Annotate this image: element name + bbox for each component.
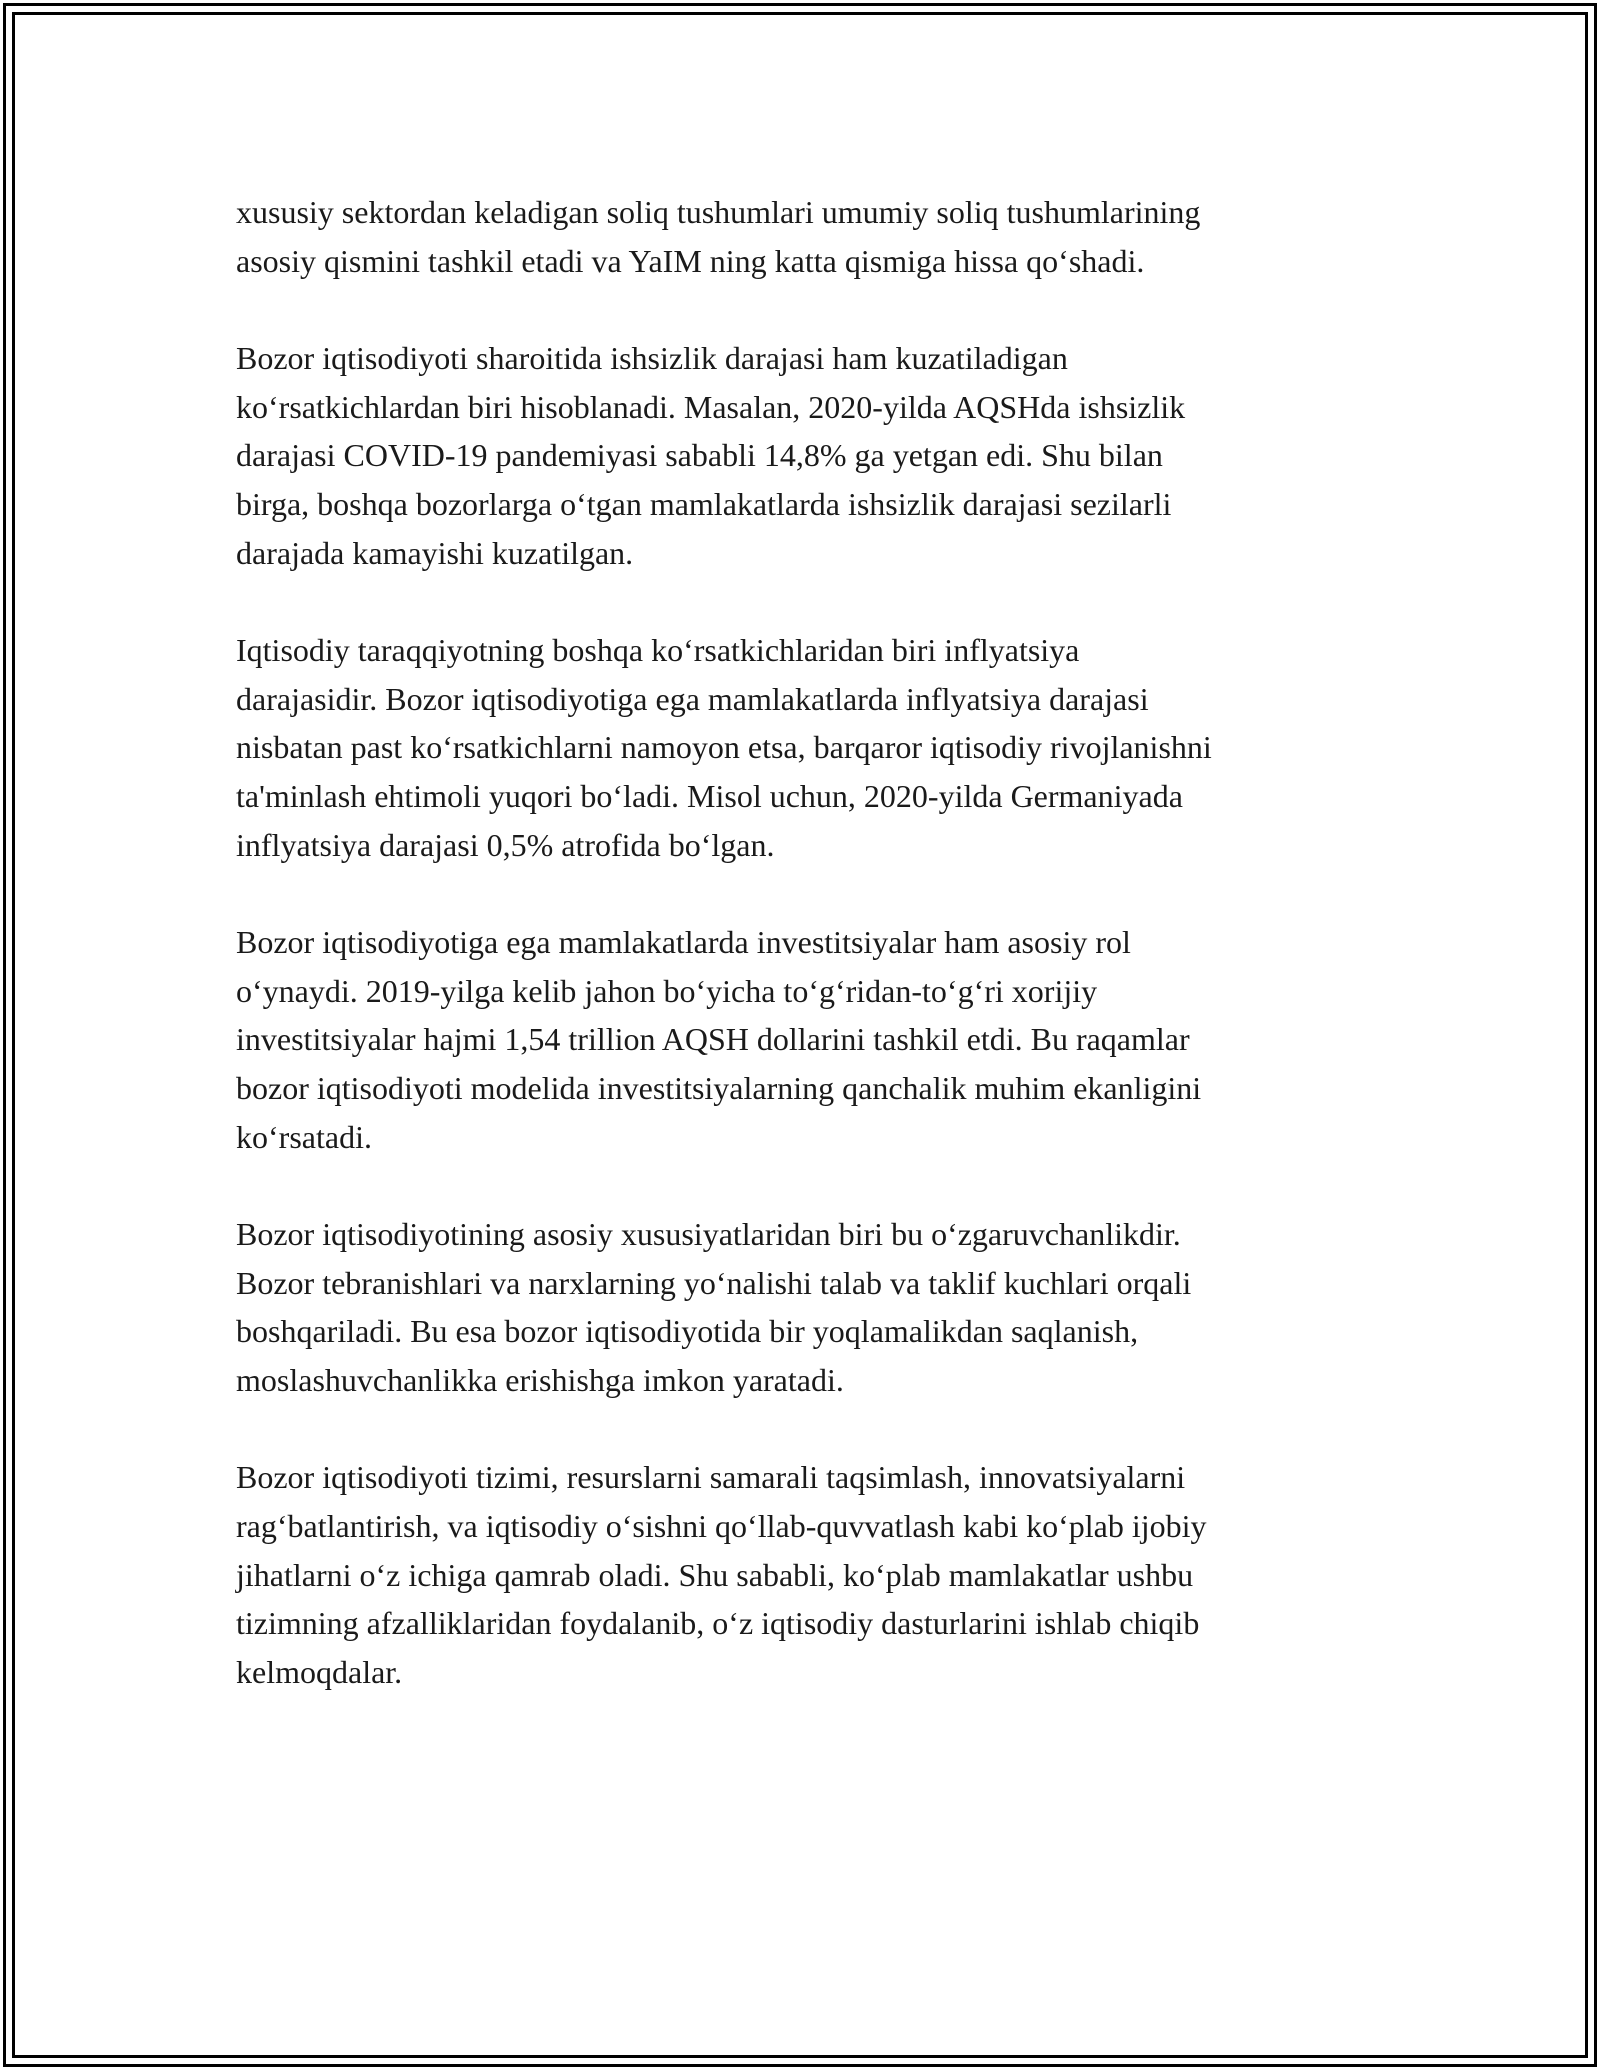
document-body xyxy=(236,188,1366,1745)
paragraph-conclusion: Bozor iqtisodiyoti tizimi, resurslarni samarali taqsimlash, innovatsiyalarni rag‘batlantirish, va iqtisodiy o‘sishni qo‘llab-quvvatlash kabi ko‘plab ijobiy jihatlarni o‘z ichiga qamrab oladi. Shu sababli, ko‘plab mamlakatlar ushbu tizimning afzalliklaridan foydalanib, o‘z iqtisodiy dasturlarini ishlab chiqib kelmoqdalar. xyxy=(236,1459,1207,1690)
paragraph-variability: Bozor iqtisodiyotining asosiy xususiyatlaridan biri bu o‘zgaruvchanlikdir. Bozor tebranishlari va narxlarning yo‘nalishi talab va taklif kuchlari orqali boshqariladi. Bu esa bozor iqtisodiyotida bir yoqlamalikdan saqlanish, moslashuvchanlikka erishishga imkon yaratadi. xyxy=(236,1216,1192,1398)
paragraph-investments: Bozor iqtisodiyotiga ega mamlakatlarda investitsiyalar ham asosiy rol o‘ynaydi. 2019-yilga kelib jahon bo‘yicha to‘g‘ridan-to‘g‘ri xorijiy investitsiyalar hajmi 1,54 trillion AQSH dollarini tashkil etdi. Bu raqamlar bozor iqtisodiyoti modelida investitsiyalarning qanchalik muhim ekanligini ko‘rsatadi. xyxy=(236,924,1202,1155)
paragraph-unemployment: Bozor iqtisodiyoti sharoitida ishsizlik darajasi ham kuzatiladigan ko‘rsatkichlardan biri hisoblanadi. Masalan, 2020-yilda AQSHda ishsizlik darajasi COVID-19 pandemiyasi sababli 14,8% ga yetgan edi. Shu bilan birga, boshqa bozorlarga o‘tgan mamlakatlarda ishsizlik darajasi sezilarli darajada kamayishi kuzatilgan. xyxy=(236,340,1186,571)
paragraph-tax-revenue: xususiy sektordan keladigan soliq tushumlari umumiy soliq tushumlarining asosiy qismini tashkil etadi va YaIM ning katta qismiga hissa qo‘shadi. xyxy=(236,194,1201,279)
paragraph-inflation: Iqtisodiy taraqqiyotning boshqa ko‘rsatkichlaridan biri inflyatsiya darajasidir. Bozor iqtisodiyotiga ega mamlakatlarda inflyatsiya darajasi nisbatan past ko‘rsatkichlarni namoyon etsa, barqaror iqtisodiy rivojlanishni ta'minlash ehtimoli yuqori bo‘ladi. Misol uchun, 2020-yilda Germaniyada inflyatsiya darajasi 0,5% atrofida bo‘lgan. xyxy=(236,632,1212,863)
